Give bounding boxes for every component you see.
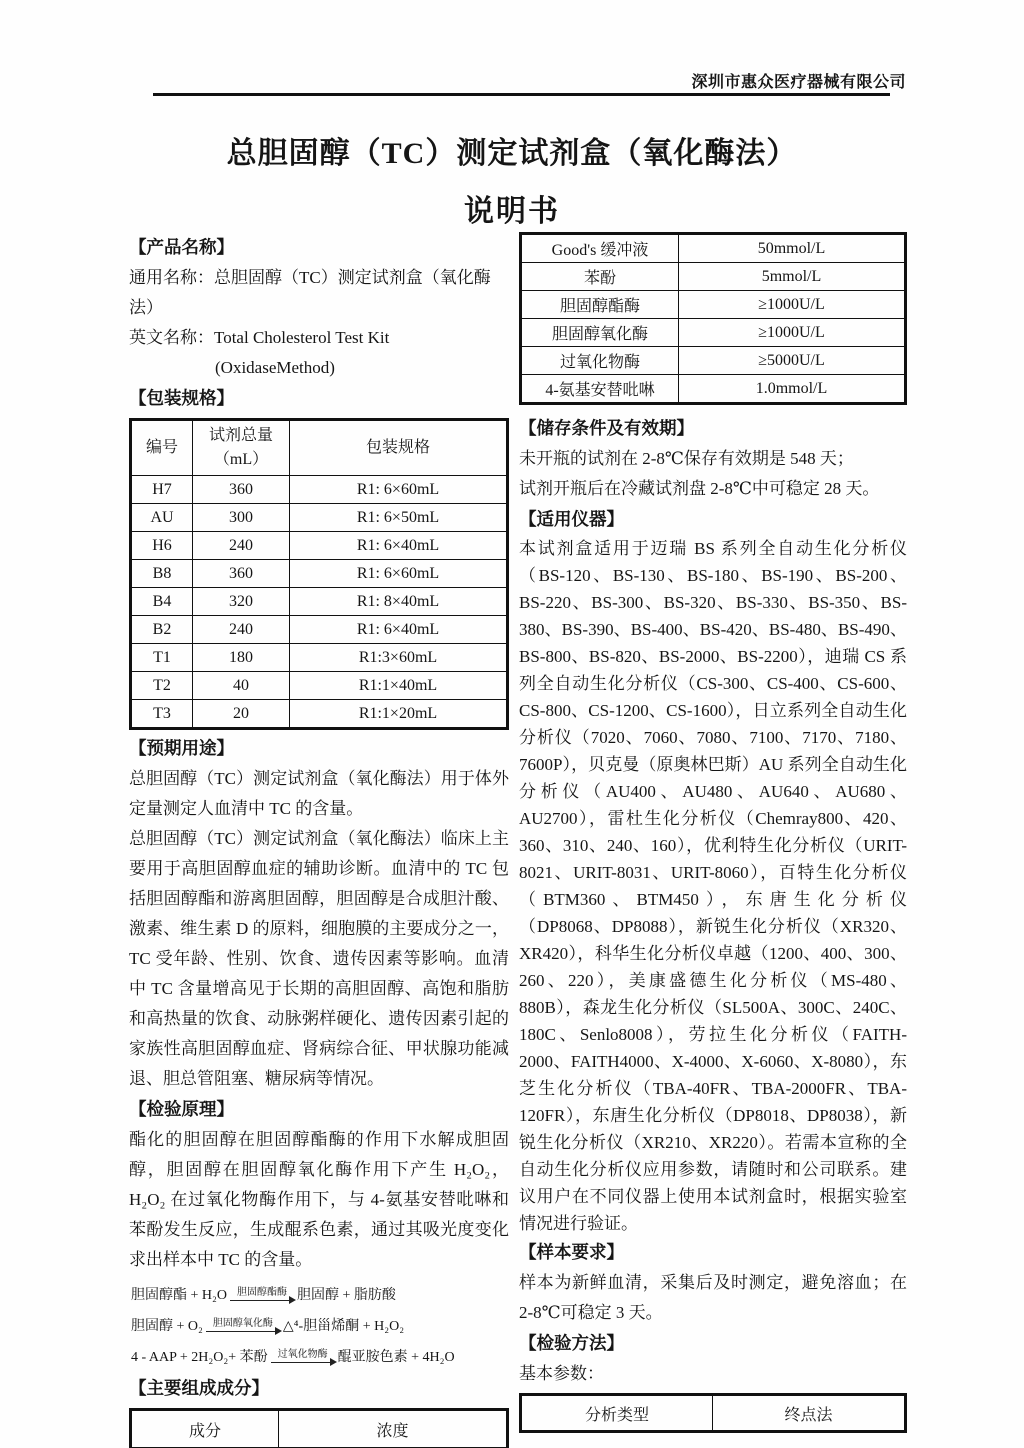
storage-line1: 未开瓶的试剂在 2-8℃保存有效期是 548 天； [519,449,854,468]
equation-right: 胆固醇 + 脂肪酸 [297,1287,396,1303]
reaction-equation-1 [131,1278,509,1309]
cell-volume: 20 [193,700,290,729]
table-row [131,504,508,532]
table-row [521,375,906,404]
volume-header-line2: （mL） [213,451,269,468]
english-name-line: 英文名称：Total Cholesterol Test Kit [129,328,390,347]
cell-code: T2 [131,672,193,700]
section-heading-intended-use: 【预期用途】 [129,738,234,758]
cell-spec: R1:1×40mL [290,672,508,700]
section-heading-storage: 【储存条件及有效期】 [519,418,694,438]
intended-use-para1: 总胆固醇（TC）测定试剂盒（氧化酶法）用于体外定量测定人血清中 TC 的含量。 [129,769,509,818]
cell-volume: 240 [193,532,290,560]
cell-spec: R1: 6×40mL [290,616,508,644]
cell-spec: R1: 6×60mL [290,560,508,588]
equation-enzyme: 胆固醇氧化酶 [212,1317,273,1329]
cell-spec: R1:1×20mL [290,700,508,729]
reaction-equation-2 [131,1309,509,1340]
component-concentration: 1.0mmol/L [679,375,906,404]
volume-header-line1: 试剂总量 [208,427,273,444]
reaction-equation-3 [131,1340,509,1371]
equation-right: 醌亚胺色素 + 4H₂O [337,1349,455,1365]
reaction-arrow-icon [206,1318,280,1332]
section-heading-packaging: 【包装规格】 [129,388,234,408]
header-rule [153,93,890,97]
components-col-concentration: 浓度 [279,1410,508,1448]
table-row [521,291,906,319]
cell-code: T3 [131,700,193,729]
basic-params-label: 基本参数： [519,1364,604,1383]
company-name: 深圳市惠众医疗器械有限公司 [691,74,906,91]
cell-code: T1 [131,644,193,672]
component-name: 过氧化物酶 [521,347,679,375]
document-body [129,232,907,1448]
english-name-line2: (OxidaseMethod) [215,358,335,377]
instruments-para: 本试剂盒适用于迈瑞 BS 系列全自动生化分析仪（BS-120、BS-130、BS-180、BS-190、BS-200、BS-220、BS-300、BS-320、BS-330、BS-350、BS-380、BS-390、BS-400、BS-420、BS-480、BS-490、BS-800、BS-820、BS-2000、BS-2200），迪瑞 CS 系列全自动生化分析仪（CS-300、CS-400、CS-600、CS-800、CS-1200、CS-1600），日立系列全自动生化分析仪（7020、7060、7080、7100、7170、7180、7600P），贝克曼（原奥林巴斯）AU 系列全自动生化分析仪（AU400、AU480、AU640、AU680、AU2700），雷杜生化分析仪（Chemray800、420、360、310、240、160），优利特生化分析仪（URIT-8021、URIT-8031、URIT-8060），百特生化分析仪（BTM360、BTM450），东唐生化分析仪（DP8068、DP8088），新锐生化分析仪（XR320、XR420），科华生化分析仪卓越（1200、400、300、260、220），美康盛德生化分析仪（MS-480、880B），森龙生化分析仪（SL500A、300C、240C、180C、Senlo8008），劳拉生化分析仪（FAITH-2000、FAITH4000、X-4000、X-6060、X-8080），东芝生化分析仪（TBA-40FR、TBA-2000FR、TBA-120FR），东唐生化分析仪（DP8018、DP8038），新锐生化分析仪（XR210、XR220）。若需本宣称的全自动生化分析仪应用参数，请随时和公司联系。建议用户在不同仪器上使用本试剂盒时，根据实验室情况进行验证。 [519,539,907,1233]
component-name: 4-氨基安替吡啉 [521,375,679,404]
left-column [129,232,509,1448]
component-concentration: 5mmol/L [679,263,906,291]
section-heading-instruments: 【适用仪器】 [519,509,624,529]
cell-spec: R1: 8×40mL [290,588,508,616]
cell-spec: R1: 6×40mL [290,532,508,560]
table-row [131,560,508,588]
section-heading-method: 【检验方法】 [519,1333,624,1353]
table-row [521,319,906,347]
page-title: 总胆固醇（TC）测定试剂盒（氧化酶法） [226,137,798,170]
section-heading-components: 【主要组成成分】 [129,1378,269,1398]
table-row [131,476,508,504]
section-heading-sample: 【样本要求】 [519,1242,624,1262]
equation-left: 胆固醇酯 + H₂O [131,1287,227,1303]
table-row [131,588,508,616]
cell-volume: 360 [193,476,290,504]
intended-use-para2: 总胆固醇（TC）测定试剂盒（氧化酶法）临床上主要用于高胆固醇血症的辅助诊断。血清中的 TC 包括胆固醇酯和游离胆固醇，胆固醇是合成胆汁酸、激素、维生素 D 的原料，细胞膜的主要成分之一，TC 受年龄、性别、饮食、遗传因素等影响。血清中 TC 含量增高见于长期的高胆固醇、高饱和脂肪和高热量的饮食、动脉粥样硬化、遗传因素引起的家族性高胆固醇血症、肾病综合征、甲状腺功能减退、胆总管阻塞、糖尿病等情况。 [129,829,509,1088]
cell-volume: 180 [193,644,290,672]
cell-volume: 240 [193,616,290,644]
packaging-table [129,418,509,730]
table-row [131,700,508,729]
equation-right: △⁴-胆甾烯酮 + H₂O₂ [282,1318,405,1334]
table-row [131,644,508,672]
principle-para: 酯化的胆固醇在胆固醇酯酶的作用下水解成胆固醇，胆固醇在胆固醇氧化酶作用下产生 H₂O₂，H₂O₂ 在过氧化物酶作用下，与 4-氨基安替吡啉和苯酚发生反应，生成醌系色素，通过其吸光度变化求出样本中 TC 的含量。 [129,1130,509,1269]
cell-spec: R1: 6×50mL [290,504,508,532]
analysis-type-value: 终点法 [713,1395,906,1432]
component-concentration: 50mmol/L [679,234,906,263]
analysis-type-label: 分析类型 [521,1395,713,1432]
cell-code: B4 [131,588,193,616]
cell-code: H6 [131,532,193,560]
table-header-row [131,420,508,476]
table-row [521,347,906,375]
component-name: 胆固醇氧化酶 [521,319,679,347]
right-column [519,232,907,1448]
reaction-equations [129,1275,509,1373]
cell-spec: R1:3×60mL [290,644,508,672]
equation-left: 4 - AAP + 2H₂O₂+ 苯酚 [131,1349,268,1365]
packaging-col-spec: 包装规格 [290,420,508,476]
components-col-name: 成分 [131,1410,279,1448]
equation-enzyme: 胆固醇酯酶 [237,1286,287,1298]
component-concentration: ≥5000U/L [679,347,906,375]
component-name: Good's 缓冲液 [521,234,679,263]
component-name: 苯酚 [521,263,679,291]
components-header-table [129,1408,509,1448]
storage-line2: 试剂开瓶后在冷藏试剂盘 2-8℃中可稳定 28 天。 [519,479,880,498]
cell-code: B8 [131,560,193,588]
components-values-table [519,232,907,405]
equation-enzyme: 过氧化物酶 [277,1348,328,1360]
cell-volume: 320 [193,588,290,616]
section-heading-principle: 【检验原理】 [129,1099,234,1119]
generic-name-line: 通用名称：总胆固醇（TC）测定试剂盒（氧化酶法） [129,268,491,317]
sample-para: 样本为新鲜血清，采集后及时测定，避免溶血；在 2-8℃可稳定 3 天。 [519,1273,907,1322]
cell-code: H7 [131,476,193,504]
table-row [131,532,508,560]
packaging-col-volume [193,420,290,476]
section-heading-product-name: 【产品名称】 [129,237,234,257]
cell-spec: R1: 6×60mL [290,476,508,504]
component-name: 胆固醇酯酶 [521,291,679,319]
cell-volume: 300 [193,504,290,532]
table-row [521,263,906,291]
cell-volume: 40 [193,672,290,700]
table-row [131,672,508,700]
reaction-arrow-icon [271,1349,335,1363]
table-header-row [131,1410,508,1448]
component-concentration: ≥1000U/L [679,291,906,319]
packaging-col-code: 编号 [131,420,193,476]
cell-volume: 360 [193,560,290,588]
page-subtitle: 说明书 [464,195,560,228]
component-concentration: ≥1000U/L [679,319,906,347]
equation-left: 胆固醇 + O₂ [131,1318,203,1334]
table-row [131,616,508,644]
cell-code: AU [131,504,193,532]
analysis-type-table [519,1393,907,1433]
cell-code: B2 [131,616,193,644]
reaction-arrow-icon [230,1287,294,1301]
table-row [521,1395,906,1432]
table-row [521,234,906,263]
